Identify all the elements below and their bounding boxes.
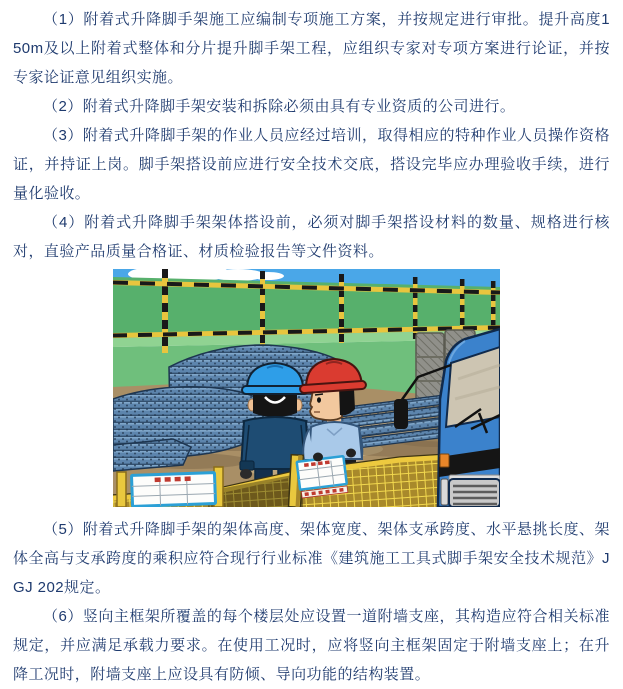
worker-hand-on-sign [313,453,323,462]
paragraph-4: （4）附着式升降脚手架架体搭设前，必须对脚手架搭设材料的数量、规格进行核对，直验产品质量合格证、材质检验报告等文件资料。 [13,214,610,260]
truck-mirror [394,399,408,429]
material-sign-left [132,473,216,507]
worker-face [310,389,343,420]
material-sign-center [297,456,348,498]
paragraph-3: （3）附着式升降脚手架的作业人员应经过培训，取得相应的特种作业人员操作资格证，并持证上岗。脚手架搭设前应进行安全技术交底，搭设完毕应办理验收手续，进行量化验收。 [13,127,610,202]
worker-hand-on-sign [346,449,356,458]
paragraph-1: （1）附着式升降脚手架施工应编制专项施工方案，并按规定进行审批。提升高度150m及以上附着式整体和分片提升脚手架工程，应组织专家对专项方案进行论证，并按专家论证意见组织实施。 [13,11,610,86]
paragraph-2: （2）附着式升降脚手架安装和拆除必须由具有专业资质的公司进行。 [43,98,516,115]
truck-marker-light [440,454,449,467]
construction-site-illustration [113,269,500,507]
paragraph-6: （6）竖向主框架所覆盖的每个楼层处应设置一道附墙支座，其构造应符合相关标准规定，并应满足承载力要求。在使用工况时，应将竖向主框架固定于附墙支座上；在升降工况时，附墙支座上应设具有防倾、导向功能的结构装置。 [13,608,610,683]
paragraph-5: （5）附着式升降脚手架的架体高度、架体宽度、架体支承跨度、水平悬挑长度、架体全高与支承跨度的乘积应符合现行行业标准《建筑施工工具式脚手架安全技术规范》JGJ 202规定。 [13,521,610,596]
fence-post-left [117,472,126,507]
